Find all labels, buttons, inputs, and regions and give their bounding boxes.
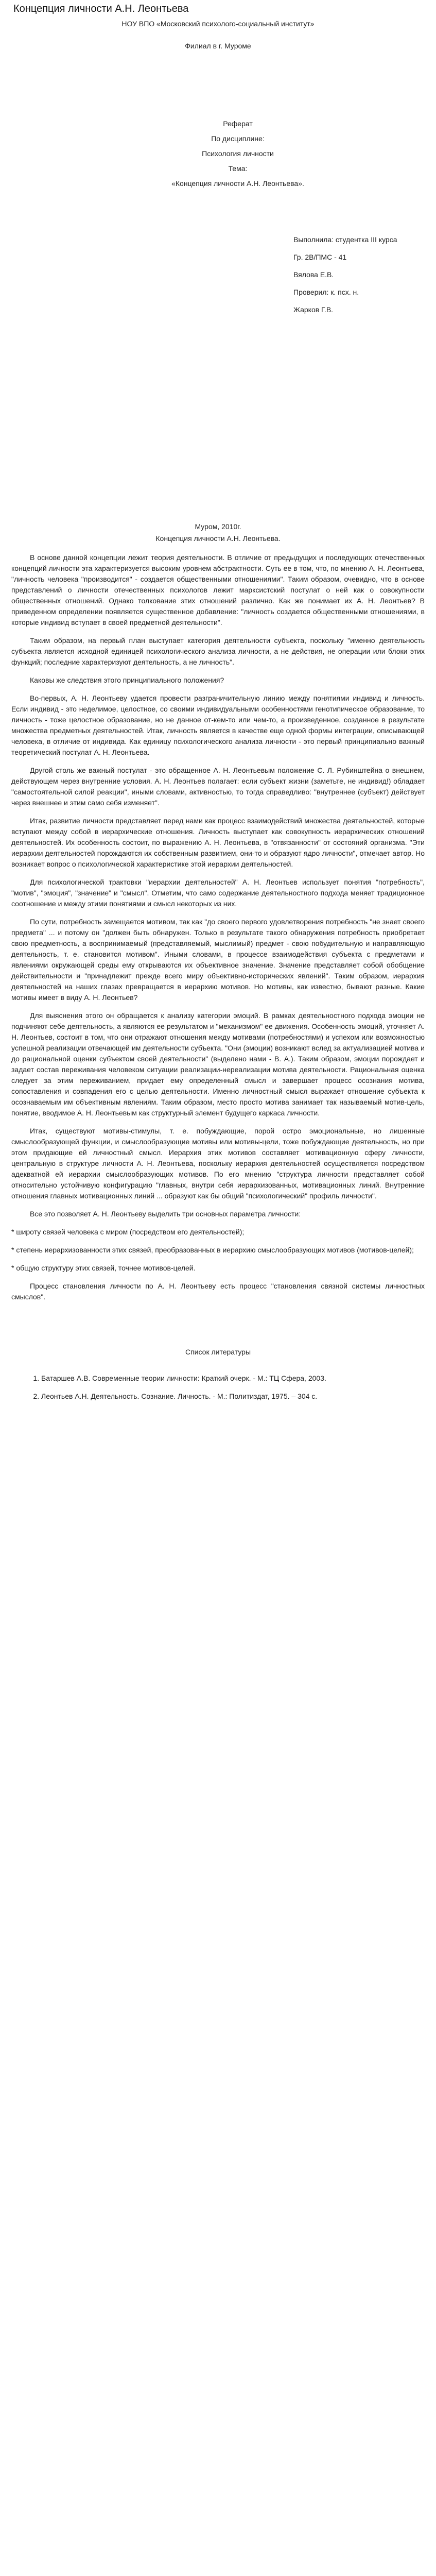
page-title: Концепция личности А.Н. Леонтьева — [13, 3, 189, 14]
paragraph: Каковы же следствия этого принципиального положения? — [30, 676, 224, 684]
paragraph: Для выяснения этого он обращается к анализу категории эмоций. В рамках деятельностного подхода эмоции не подчиняют себе деятельность, а являются ее результатом и "механизмом" ее движения. Особенность эмоций, уточняет А. Н. Леонтьев, состоит в том, что они отражают отношения между мотивами (потребностями) и успехом или возможностью успешной реализации отвечающей им деятельности субъекта. "Они (эмоции) возникают вслед за актуализацией мотива и до рациональной оценки субъектом своей деятельности" (выделено нами - В. А.). Таким образом, эмоции порождает и задает состав переживания человеком ситуации реализации-нереализации мотива деятельности. Рациональная оценка следует за этим переживанием, придает ему определенный смысл и завершает процесс осознания мотива, сопоставления и совпадения его с целью деятельности. Именно личностный смысл выражает отношение субъекта к осознаваемым им объективным явлениям. Таким образом, место просто мотива занимает так называемый мотив-цель, понятие, вводимое А. Н. Леонтьевым как структурный элемент будущего каркаса личности. — [11, 1011, 425, 1117]
list-item: * общую структуру этих связей, точнее мотивов-целей. — [11, 1264, 196, 1272]
reference-item: 1. Батаршев А.В. Современные теории личности: Краткий очерк. - М.: ТЦ Сфера, 2003. — [41, 1373, 425, 1384]
list-item: * широту связей человека с миром (посредством его деятельностей); — [11, 1228, 245, 1236]
organization-name: НОУ ВПО «Московский психолого-социальный институт» — [121, 20, 315, 28]
discipline-label: По дисциплине: — [211, 134, 265, 143]
paragraph: Итак, существуют мотивы-стимулы, т. е. побуждающие, порой остро эмоциональные, но лишенные смыслообразующей функции, и смыслообразующие мотивы или мотивы-цели, тоже побуждающие деятельность, но при этом придающие ей личностный смысл. Иерархия этих мотивов составляет мотивационную сферу личности, центральную в структуре личности А. Н. Леонтьева, поскольку иерархия деятельностей осуществляется посредством адекватной ей иерархии смыслообразующих мотивов. По его мнению "структура личности представляет собой относительно устойчивую конфигурацию "главных, внутри себя иерархизованных, мотивационных линий. Внутренние отношения главных мотивационных линий ... образуют как бы общий "психологический" профиль личности". — [11, 1127, 425, 1200]
paragraph: По сути, потребность замещается мотивом, так как "до своего первого удовлетворения потребность "не знает своего предмета" ... и потому он "должен быть обнаружен. Только в результате такого обнаружения потребность приобретает свою предметность, а воспринимаемый (представляемый, мыслимый) предмет - свою побудительную и направляющую деятельность, т. е. становится мотивом". Иными словами, в процессе взаимодействия субъекта с предметами и явлениями окружающей среды ему открываются их объективное значение. Значение представляет собой обобщение действительности и "принадлежит прежде всего миру объективно-исторических явлений". Таким образом, иерархия деятельностей на наших глазах превращается в иерархию мотивов. Но мотивы, как известно, бывают разные. Какие мотивы имеет в виду А. Н. Леонтьев? — [11, 918, 425, 1002]
city-year: Муром, 2010г. — [195, 522, 241, 531]
paragraph: Процесс становления личности по А. Н. Леонтьеву есть процесс "становления связной системы личностных смыслов". — [11, 1282, 425, 1301]
branch-name: Филиал в г. Муроме — [185, 42, 251, 50]
paragraph: Таким образом, на первый план выступает категория деятельности субъекта, поскольку "именно деятельность субъекта является исходной единицей психологического анализа личности, а не действия, не операции или блоки этих функций; последние характеризуют деятельность, а не личность". — [11, 636, 425, 666]
discipline-name: Психология личности — [202, 149, 274, 158]
work-type: Реферат — [223, 120, 253, 128]
reference-item: 2. Леонтьев А.Н. Деятельность. Сознание. Личность. - М.: Политиздат, 1975. – 304 с. — [41, 1391, 425, 1402]
teacher-name: Жарков Г.В. — [293, 306, 334, 314]
list-item: * степень иерархизованности этих связей, преобразованных в иерархию смыслообразующих мотивов (мотивов-целей); — [11, 1246, 414, 1254]
paragraph: Все это позволяет А. Н. Леонтьеву выделить три основных параметра личности: — [30, 1210, 301, 1218]
references-list — [11, 1373, 425, 1402]
checked-by: Проверил: к. псх. н. — [293, 288, 359, 296]
essay-body — [11, 552, 425, 1302]
student-group: Гр. 2В/ПМС - 41 — [293, 253, 347, 261]
paragraph: Для психологической трактовки "иерархии деятельностей" А. Н. Леонтьев использует понятия "потребность", "мотив", "эмоция", "значение" и "смысл". Отметим, что само содержание деятельностного подхода меняет традиционное соотношение и между этими понятиями и смысл некоторых из них. — [11, 878, 425, 908]
title-page — [11, 19, 425, 189]
paragraph: Во-первых, А. Н. Леонтьеву удается провести разграничительную линию между понятиями индивид и личность. Если индивид - это неделимое, целостное, со своими индивидуальными особенностями генотипическое образование, то личность - тоже целостное образование, но не данное от-кем-то или чем-то, а произведенное, созданное в результате множества предметных деятельностей. Итак, личность является в качестве еще одной формы интеграции, описывающей человека, в отличие от индивида. Как единицу психологического анализа личности - это первый принципиально важный теоретический постулат А. Н. Леонтьева. — [11, 694, 425, 756]
performed-by: Выполнила: студентка III курса — [293, 235, 397, 244]
work-meta — [155, 118, 320, 189]
paragraph: В основе данной концепции лежит теория деятельности. В отличие от предыдущих и последующих отечественных концепций личности эта характеризуется высоким уровнем абстрактности. Суть ее в том, что, по мнению А. Н. Леонтьева, "личность человека "производится" - создается общественными отношениями". Таким образом, очевидно, что в основе представлений о личности отечественных психологов лежит марксистский постулат о ней как о совокупности общественных отношений. Однако толкование этих отношений различно. Как же понимает их А. Н. Леонтьев? В приведенном определении появляется существенное добавление: "личность создается общественными отношениями, в которые индивид вступает в своей предметной деятельности". — [11, 553, 425, 626]
references-title: Список литературы — [185, 1348, 251, 1356]
student-name: Вялова Е.В. — [293, 270, 334, 279]
paragraph: Итак, развитие личности представляет перед нами как процесс взаимодействий множества деятельностей, которые вступают между собой в иерархические отношения. Личность выступает как совокупность иерархических отношений деятельностей. Их особенность состоит, по выражению А. Н. Леонтьева, в "отвязанности" от состояний организма. "Эти иерархии деятельностей порождаются их собственным развитием, они-то и образуют ядро личности", отмечает автор. Но возникает вопрос о психологической характеристике этой иерархии деятельностей. — [11, 817, 425, 868]
paragraph: Другой столь же важный постулат - это обращенное А. Н. Леонтьевым положение С. Л. Рубинштейна о внешнем, действующем через внутренние условия. А. Н. Леонтьев полагает: если субъект жизни (заметьте, не индивид!) обладает "самостоятельной силой реакции", иными словами, активностью, то тогда справедливо: "внутреннее (субъект) действует через внешнее и этим само себя изменяет". — [11, 766, 425, 807]
essay-heading: Концепция личности А.Н. Леонтьева. — [155, 534, 281, 543]
author-block — [293, 234, 436, 315]
topic-label: Тема: — [228, 164, 248, 173]
topic-name: «Концепция личности А.Н. Леонтьева». — [171, 179, 304, 188]
document-page — [0, 2, 436, 1430]
